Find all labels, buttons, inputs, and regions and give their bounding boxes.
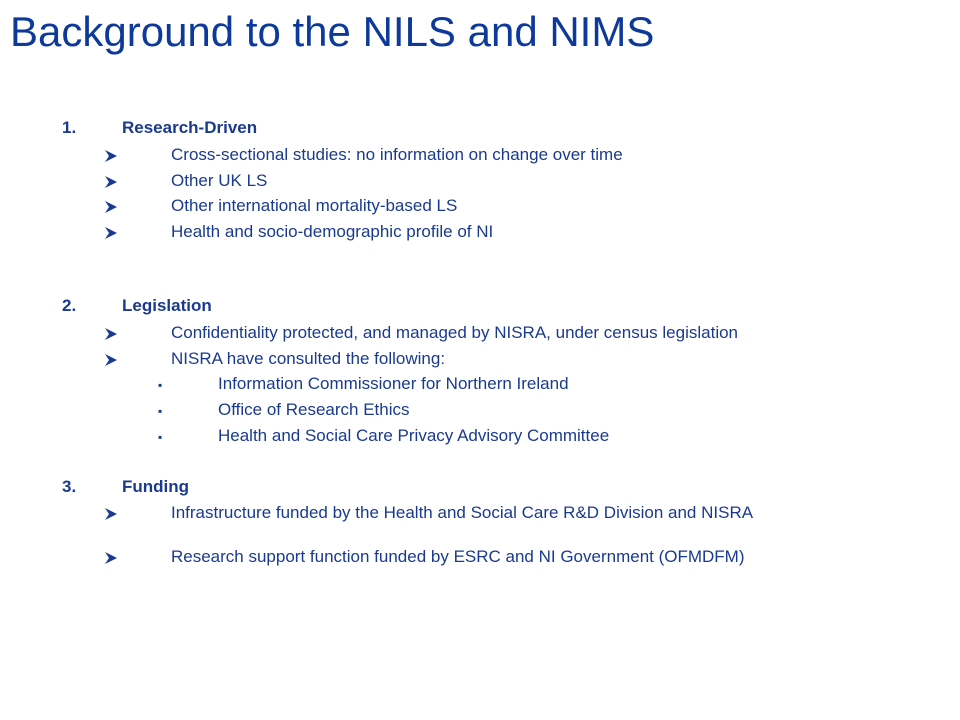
arrow-bullet-icon (104, 171, 124, 190)
arrow-bullet-icon (104, 222, 124, 241)
arrow-bullet-icon (104, 547, 124, 566)
bullet-item (104, 145, 871, 164)
sub-bullet-text: Health and Social Care Privacy Advisory Committee (218, 426, 610, 445)
arrow-bullet-icon (104, 145, 124, 164)
sub-bullet-item (158, 426, 609, 446)
arrow-bullet-icon (104, 323, 124, 342)
bullet-item (104, 547, 871, 566)
square-bullet-icon: ▪ (158, 429, 163, 444)
bullet-text: Other UK LS (171, 171, 268, 190)
bullet-item (104, 171, 871, 190)
arrow-bullet-icon (104, 196, 124, 215)
square-bullet-icon: ▪ (158, 377, 163, 392)
arrow-bullet-icon (104, 503, 124, 522)
section-heading-research (62, 118, 257, 138)
bullet-item (104, 503, 851, 522)
bullet-text: Research support function funded by ESRC and NI Government (OFMDFM) (171, 547, 745, 566)
sub-bullet-item (158, 374, 569, 394)
bullet-item (104, 222, 871, 241)
bullet-text: Infrastructure funded by the Health and Social Care R&D Division and NISRA (171, 503, 754, 522)
section-title: Research-Driven (122, 118, 258, 137)
arrow-bullet-icon (104, 349, 124, 368)
sub-bullet-item (158, 400, 410, 420)
section-heading-legislation (62, 296, 212, 316)
bullet-text: Health and socio-demographic profile of NI (171, 222, 494, 241)
bullet-text: Cross-sectional studies: no information on change over time (171, 145, 623, 164)
bullet-text: NISRA have consulted the following: (171, 349, 446, 368)
bullet-text: Other international mortality-based LS (171, 196, 458, 215)
bullet-text: Confidentiality protected, and managed by NISRA, under census legislation (171, 323, 739, 342)
section-title: Funding (122, 477, 190, 496)
sub-bullet-text: Information Commissioner for Northern Ireland (218, 374, 569, 393)
section-number: 3. (62, 477, 77, 496)
page-title: Background to the NILS and NIMS (10, 8, 655, 55)
section-heading-funding (62, 477, 189, 497)
square-bullet-icon: ▪ (158, 403, 163, 418)
section-number: 1. (62, 118, 77, 137)
section-number: 2. (62, 296, 77, 315)
bullet-item (104, 349, 871, 368)
sub-bullet-text: Office of Research Ethics (218, 400, 410, 419)
bullet-item (104, 196, 871, 215)
bullet-item (104, 323, 871, 342)
section-title: Legislation (122, 296, 212, 315)
